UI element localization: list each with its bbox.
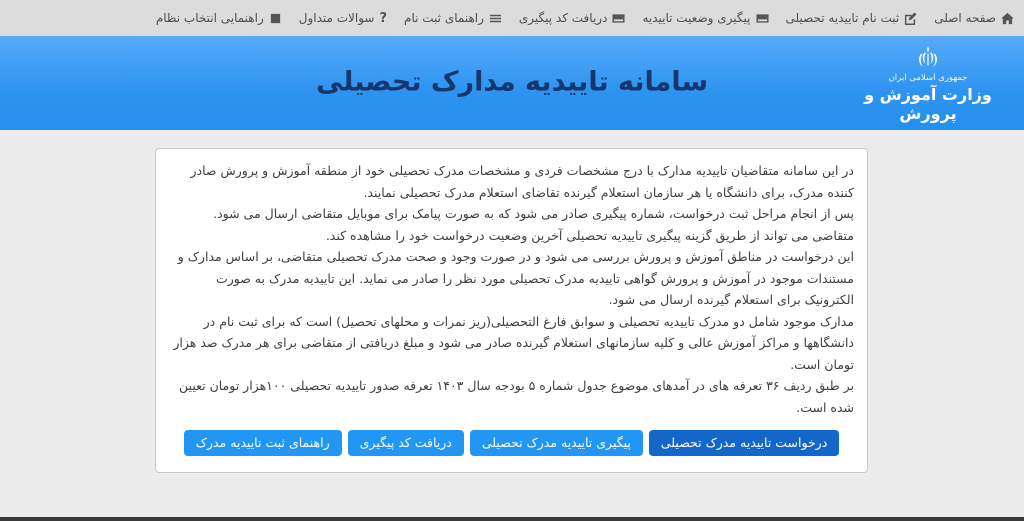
ministry-logo — [858, 44, 998, 123]
nav-item-label: دریافت کد پیگیری — [518, 11, 608, 25]
nav-item-label: راهنمای ثبت نام — [404, 11, 484, 25]
nav-item-registration-guide[interactable] — [404, 11, 502, 25]
nav-item-label: سوالات متداول — [298, 11, 375, 25]
request-verification-button[interactable]: درخواست تاییدیه مدرک تحصیلی — [649, 430, 839, 456]
nav-item-tracking-code[interactable] — [519, 11, 626, 25]
nav-item-label: پیگیری وضعیت تاییدیه — [642, 11, 751, 25]
nav-item-home[interactable] — [934, 11, 1014, 25]
nav-item-label: راهنمایی انتخاب نظام — [155, 11, 264, 25]
logo-text-ministry: وزارت آموزش و پرورش — [864, 85, 992, 123]
page-title: سامانه تاییدیه مدارک تحصیلی — [315, 66, 709, 98]
system-guide-icon — [269, 12, 282, 25]
tracking-code-card-icon — [612, 12, 625, 25]
guide-list-icon — [489, 12, 502, 25]
intro-paragraph: پس از انجام مراحل ثبت درخواست، شماره پیگیری صادر می شود که به صورت پیامک برای موبایل متقاضی ارسال می شود. متقاضی می تواند از طریق گزینه پیگیری تاییدیه تحصیلی آخرین وضعیت درخواست خود را مشاهده کند. — [213, 206, 854, 243]
intro-paragraph: این درخواست در مناطق آموزش و پرورش بررسی می شود و در صورت وجود و صحت مدرک تحصیلی متقاضی، بر اساس مدارک و مستندات موجود در آموزش و پرورش گواهی تاییدیه مدرک تحصیلی مورد نظر را صادر می نماید. این تاییدیه مدرک به صورت الکترونیک برای استعلام گیرنده ارسال می شود. — [177, 249, 854, 307]
status-card-icon — [756, 12, 769, 25]
question-icon: ? — [379, 10, 388, 26]
home-icon — [1001, 12, 1014, 25]
bottom-bar — [0, 517, 1024, 521]
intro-paragraph: در این سامانه متقاضیان تاییدیه مدارک با درج مشخصات فردی و مشخصات مدرک تحصیلی خود از منطقه آموزش و پرورش صادر کننده مدرک، برای دانشگاه یا هر سازمان استعلام گیرنده تقاضای استعلام مدرک تحصیلی نمایند. — [190, 163, 854, 200]
nav-item-system-selection-guide[interactable] — [156, 11, 282, 25]
verification-guide-button[interactable]: راهنمای ثبت تاییدیه مدرک — [184, 430, 342, 456]
top-navbar — [0, 0, 1024, 36]
nav-item-label: ثبت نام تاییدیه تحصیلی — [785, 11, 900, 25]
nav-item-label: صفحه اصلی — [934, 11, 996, 25]
intro-card — [155, 148, 868, 473]
logo-text-republic: جمهوری اسلامی ایران — [888, 73, 968, 83]
intro-paragraph: بر طبق ردیف ۳۶ تعرفه های در آمدهای موضوع جدول شماره ۵ بودجه سال ۱۴۰۳ تعرفه صدور تاییدیه تحصیلی ۱۰۰هزار تومان تعیین شده است. — [179, 378, 854, 415]
track-verification-button[interactable]: پیگیری تاییدیه مدرک تحصیلی — [470, 430, 643, 456]
get-tracking-code-button[interactable]: دریافت کد پیگیری — [348, 430, 464, 456]
register-edit-icon — [904, 12, 917, 25]
nav-item-status-tracking[interactable] — [642, 11, 768, 25]
nav-item-faq[interactable] — [299, 11, 387, 25]
page-header — [0, 36, 1024, 130]
nav-item-register[interactable] — [786, 11, 918, 25]
iran-emblem-icon — [913, 44, 943, 72]
intro-paragraph: مدارک موجود شامل دو مدرک تاییدیه تحصیلی و سوابق فارغ التحصیلی(ریز نمرات و محلهای تحصیل) است که برای ثبت نام در دانشگاهها و مراکز آموزش عالی و کلیه سازمانهای استعلام گیرنده صادر می شود و مبلغ دریافتی از متقاضی برای هر مدرک صد هزار تومان است. — [173, 313, 854, 372]
action-buttons-row — [169, 430, 854, 456]
